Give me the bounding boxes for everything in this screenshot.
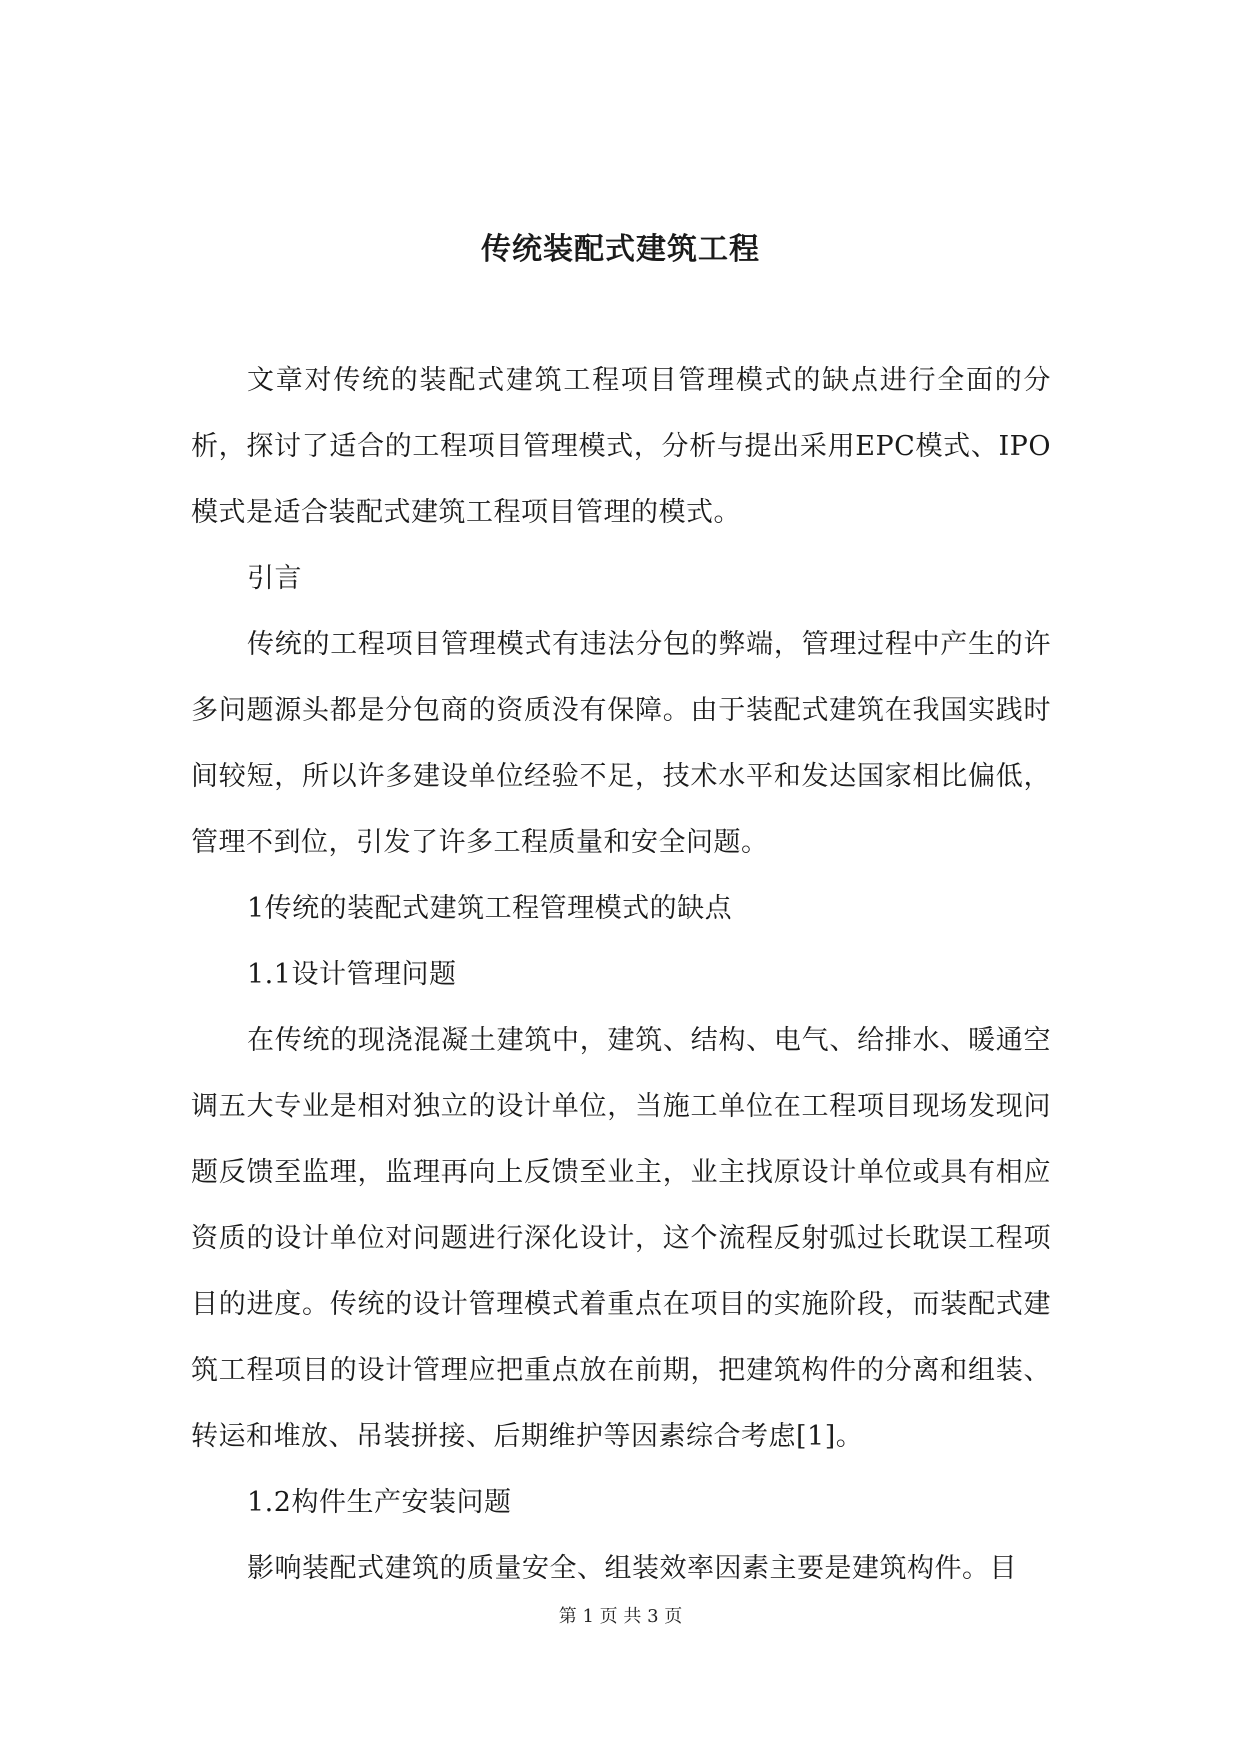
paragraph-abstract: 文章对传统的装配式建筑工程项目管理模式的缺点进行全面的分析，探讨了适合的工程项目管理模式，分析与提出采用EPC模式、IPO模式是适合装配式建筑工程项目管理的模式。 xyxy=(191,365,1051,528)
paragraph-component-production: 影响装配式建筑的质量安全、组装效率因素主要是建筑构件。目 xyxy=(247,1553,1017,1584)
section-heading-1-1: 1.1设计管理问题 xyxy=(247,959,457,990)
section-heading-1-2: 1.2构件生产安装问题 xyxy=(247,1487,512,1518)
document-body xyxy=(191,348,1051,1602)
paragraph-design-management: 在传统的现浇混凝土建筑中，建筑、结构、电气、给排水、暖通空调五大专业是相对独立的设计单位，当施工单位在工程项目现场发现问题反馈至监理，监理再向上反馈至业主，业主找原设计单位或具有相应资质的设计单位对问题进行深化设计，这个流程反射弧过长耽误工程项目的进度。传统的设计管理模式着重点在项目的实施阶段，而装配式建筑工程项目的设计管理应把重点放在前期，把建筑构件的分离和组装、转运和堆放、吊装拼接、后期维护等因素综合考虑[1]。 xyxy=(191,1025,1051,1452)
paragraph-intro-heading: 引言 xyxy=(247,563,302,594)
page-footer: 第 1 页 共 3 页 xyxy=(558,1606,683,1627)
paragraph-intro: 传统的工程项目管理模式有违法分包的弊端，管理过程中产生的许多问题源头都是分包商的资质没有保障。由于装配式建筑在我国实践时间较短，所以许多建设单位经验不足，技术水平和发达国家相比偏低，管理不到位，引发了许多工程质量和安全问题。 xyxy=(191,629,1051,858)
section-heading-1: 1传统的装配式建筑工程管理模式的缺点 xyxy=(247,893,733,924)
document-title: 传统装配式建筑工程 xyxy=(481,232,760,267)
